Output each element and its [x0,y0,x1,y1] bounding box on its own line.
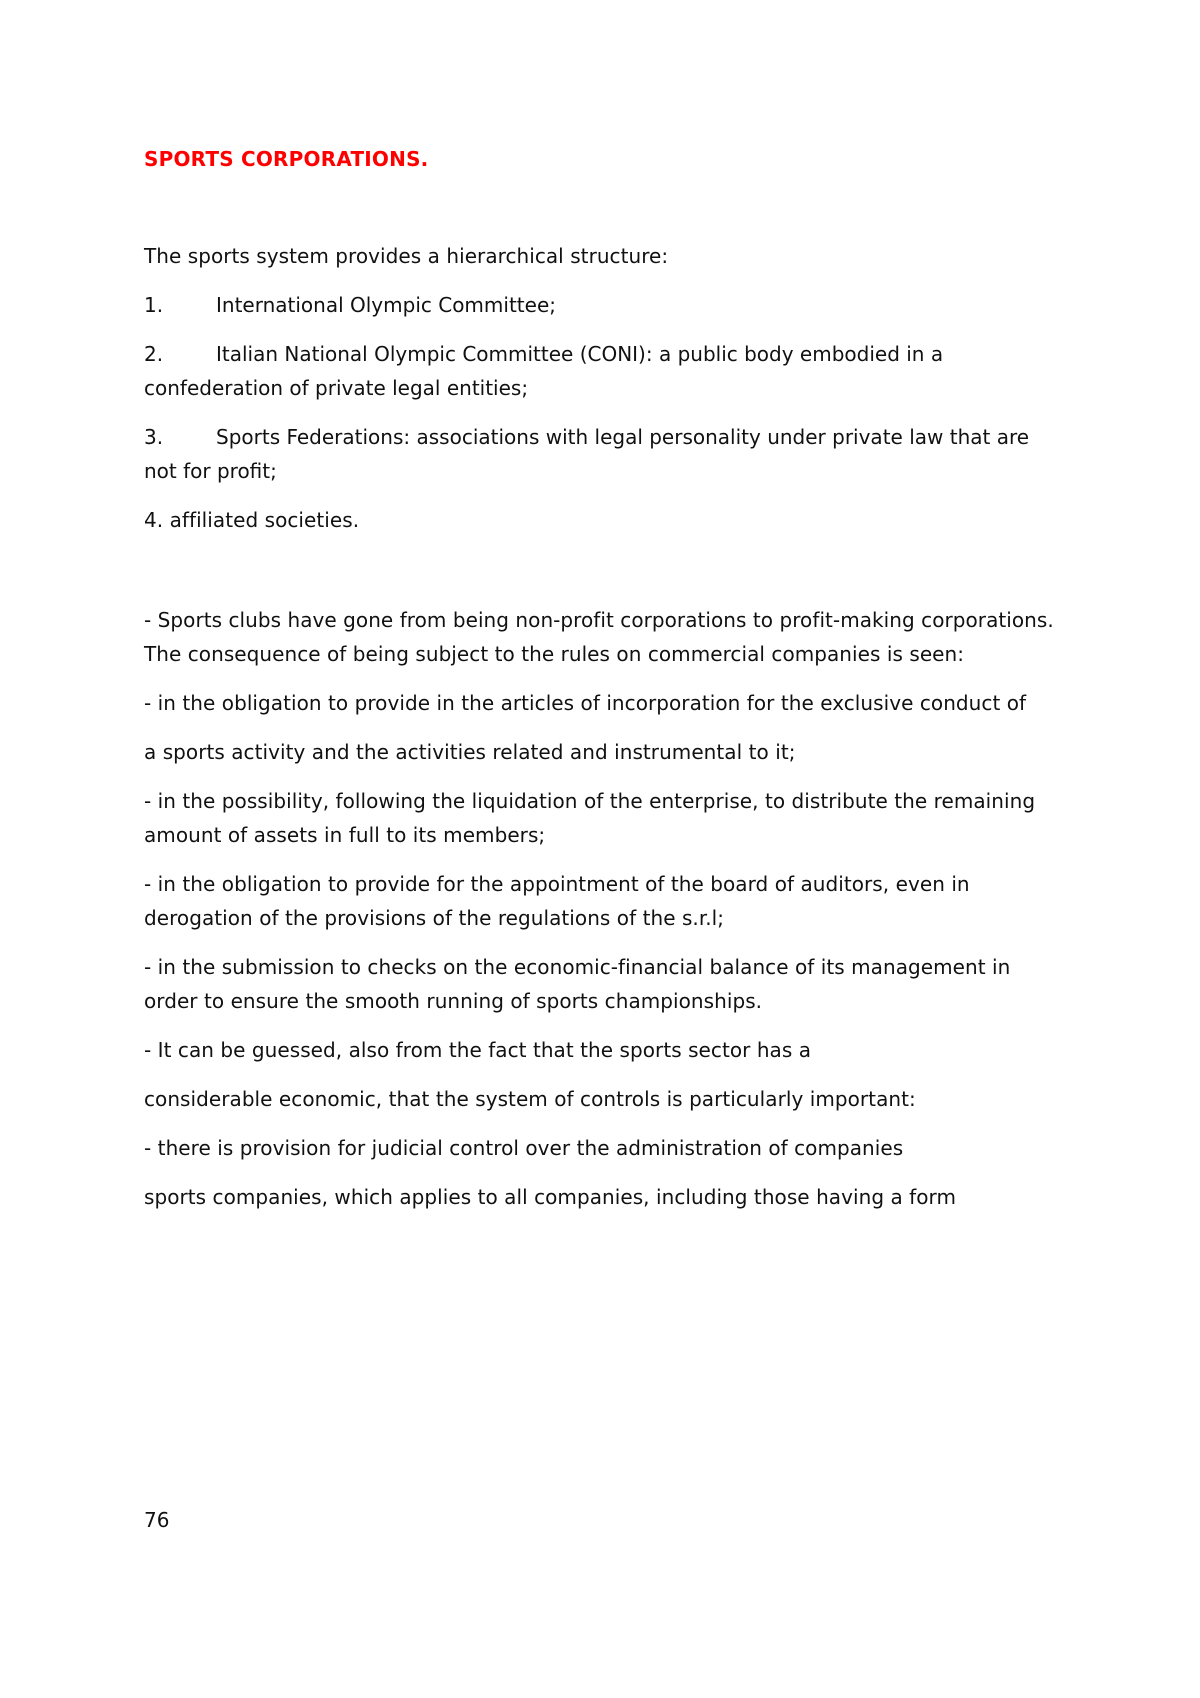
paragraph: - in the obligation to provide in the articles of incorporation for the exclusive conduct of [144,691,1027,715]
list-item-4: 4. affiliated societies. [144,508,360,532]
intro-paragraph: The sports system provides a hierarchical structure: [144,244,669,268]
paragraph: - in the obligation to provide for the appointment of the board of auditors, even in derogation of the provisions of the regulations of the s.r.l; [144,872,970,930]
paragraph: - Sports clubs have gone from being non-profit corporations to profit-making corporations. The consequence of being subject to the rules on commercial companies is seen: [144,608,1054,666]
page-content [144,146,1064,1229]
list-text: Sports Federations: associations with legal personality under private law that are not for profit; [144,425,1030,483]
list-number: 3. [144,425,164,449]
spacer [144,552,1064,603]
paragraph: - It can be guessed, also from the fact that the sports sector has a [144,1038,812,1062]
list-number: 2. [144,342,164,366]
paragraph: - in the submission to checks on the economic-financial balance of its management in order to ensure the smooth running of sports championships. [144,955,1011,1013]
list-text: Italian National Olympic Committee (CONI): a public body embodied in a confederation of private legal entities; [144,342,944,400]
list-number: 1. [144,293,164,317]
paragraph: sports companies, which applies to all companies, including those having a form [144,1185,957,1209]
list-item [144,337,1064,405]
list-text: International Olympic Committee; [216,293,556,317]
page-number: 76 [144,1508,170,1532]
paragraph: - there is provision for judicial control over the administration of companies [144,1136,904,1160]
list-item [144,420,1064,488]
paragraph: a sports activity and the activities related and instrumental to it; [144,740,796,764]
paragraph: considerable economic, that the system of controls is particularly important: [144,1087,916,1111]
paragraph: - in the possibility, following the liquidation of the enterprise, to distribute the remaining amount of assets in full to its members; [144,789,1036,847]
section-title: SPORTS CORPORATIONS. [144,147,429,171]
list-item [144,288,1064,322]
